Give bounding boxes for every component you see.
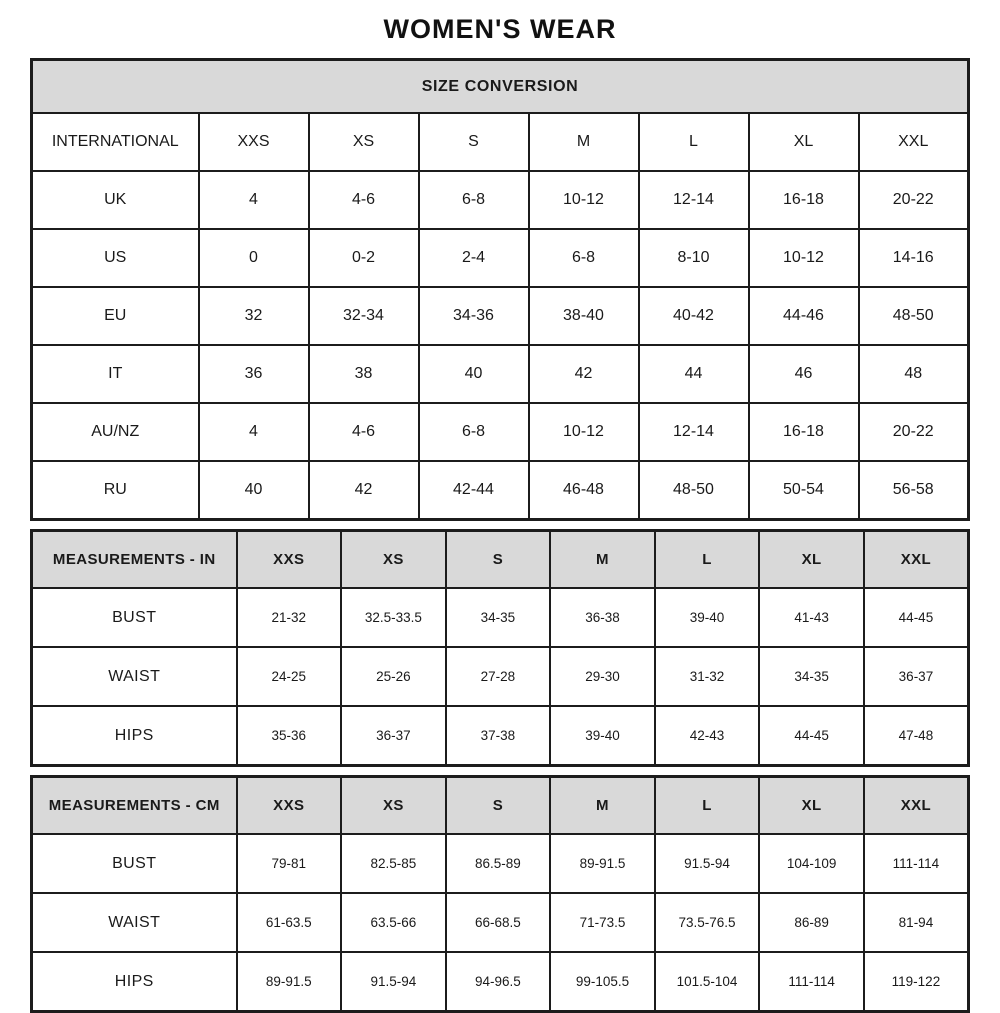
cell: 101.5-104 [655, 952, 760, 1012]
table-row [32, 706, 969, 766]
cell: 25-26 [341, 647, 446, 706]
cell: 34-36 [419, 287, 529, 345]
cell: 48-50 [639, 461, 749, 520]
cell: 36-37 [341, 706, 446, 766]
table-row [32, 952, 969, 1012]
column-header: S [446, 777, 551, 835]
cell: 86.5-89 [446, 834, 551, 893]
header-label: MEASUREMENTS - IN [32, 531, 237, 589]
cell: 63.5-66 [341, 893, 446, 952]
cell: 86-89 [759, 893, 864, 952]
cell: 38 [309, 345, 419, 403]
table-row [32, 345, 969, 403]
cell: 20-22 [859, 171, 969, 229]
cell: 36-38 [550, 588, 655, 647]
table-row [32, 113, 969, 171]
column-header: XS [309, 113, 419, 171]
row-label: UK [32, 171, 199, 229]
cell: 14-16 [859, 229, 969, 287]
cell: 4 [199, 171, 309, 229]
cell: 42-44 [419, 461, 529, 520]
cell: 20-22 [859, 403, 969, 461]
column-header: XXS [199, 113, 309, 171]
cell: 89-91.5 [550, 834, 655, 893]
measurements-cm-table [30, 775, 970, 1013]
row-label: AU/NZ [32, 403, 199, 461]
table-row [32, 531, 969, 589]
table-row [32, 647, 969, 706]
cell: 111-114 [759, 952, 864, 1012]
cell: 6-8 [419, 171, 529, 229]
column-header: XXS [237, 531, 342, 589]
cell: 4 [199, 403, 309, 461]
table-banner: SIZE CONVERSION [32, 60, 969, 114]
column-header: M [529, 113, 639, 171]
row-label: WAIST [32, 893, 237, 952]
table-row [32, 287, 969, 345]
header-label: MEASUREMENTS - CM [32, 777, 237, 835]
table-row [32, 834, 969, 893]
row-label: HIPS [32, 706, 237, 766]
cell: 31-32 [655, 647, 760, 706]
cell: 104-109 [759, 834, 864, 893]
page-title: WOMEN'S WEAR [383, 14, 617, 44]
cell: 16-18 [749, 403, 859, 461]
cell: 8-10 [639, 229, 749, 287]
cell: 41-43 [759, 588, 864, 647]
cell: 119-122 [864, 952, 969, 1012]
cell: 91.5-94 [655, 834, 760, 893]
size-conversion-table [30, 58, 970, 521]
table-row [32, 171, 969, 229]
table-row [32, 588, 969, 647]
cell: 73.5-76.5 [655, 893, 760, 952]
cell: 61-63.5 [237, 893, 342, 952]
cell: 111-114 [864, 834, 969, 893]
row-label: RU [32, 461, 199, 520]
cell: 46-48 [529, 461, 639, 520]
cell: 36-37 [864, 647, 969, 706]
table-row [32, 777, 969, 835]
cell: 44-45 [864, 588, 969, 647]
cell: 50-54 [749, 461, 859, 520]
size-chart-page [30, 0, 970, 1013]
cell: 40 [419, 345, 529, 403]
cell: 4-6 [309, 171, 419, 229]
cell: 4-6 [309, 403, 419, 461]
cell: 24-25 [237, 647, 342, 706]
cell: 91.5-94 [341, 952, 446, 1012]
table-banner-row [32, 60, 969, 114]
cell: 47-48 [864, 706, 969, 766]
row-label: HIPS [32, 952, 237, 1012]
cell: 32 [199, 287, 309, 345]
measurements-in-table [30, 529, 970, 767]
cell: 48-50 [859, 287, 969, 345]
cell: 44 [639, 345, 749, 403]
cell: 71-73.5 [550, 893, 655, 952]
cell: 56-58 [859, 461, 969, 520]
column-header: L [639, 113, 749, 171]
column-header: XXL [864, 777, 969, 835]
cell: 6-8 [529, 229, 639, 287]
cell: 34-35 [759, 647, 864, 706]
cell: 89-91.5 [237, 952, 342, 1012]
cell: 32.5-33.5 [341, 588, 446, 647]
column-header: S [446, 531, 551, 589]
cell: 6-8 [419, 403, 529, 461]
column-header: L [655, 777, 760, 835]
table-row [32, 893, 969, 952]
cell: 37-38 [446, 706, 551, 766]
column-header: XS [341, 777, 446, 835]
cell: 27-28 [446, 647, 551, 706]
column-header: XL [759, 777, 864, 835]
cell: 81-94 [864, 893, 969, 952]
column-header: L [655, 531, 760, 589]
cell: 42-43 [655, 706, 760, 766]
cell: 39-40 [550, 706, 655, 766]
cell: 40 [199, 461, 309, 520]
row-label: BUST [32, 834, 237, 893]
column-header: XL [759, 531, 864, 589]
column-header: M [550, 777, 655, 835]
cell: 34-35 [446, 588, 551, 647]
cell: 0 [199, 229, 309, 287]
cell: 94-96.5 [446, 952, 551, 1012]
cell: 66-68.5 [446, 893, 551, 952]
table-row [32, 229, 969, 287]
row-label: BUST [32, 588, 237, 647]
cell: 48 [859, 345, 969, 403]
row-label: US [32, 229, 199, 287]
cell: 10-12 [749, 229, 859, 287]
cell: 38-40 [529, 287, 639, 345]
cell: 36 [199, 345, 309, 403]
cell: 44-45 [759, 706, 864, 766]
header-label: INTERNATIONAL [32, 113, 199, 171]
cell: 12-14 [639, 403, 749, 461]
row-label: WAIST [32, 647, 237, 706]
cell: 10-12 [529, 403, 639, 461]
cell: 46 [749, 345, 859, 403]
cell: 42 [309, 461, 419, 520]
cell: 42 [529, 345, 639, 403]
cell: 82.5-85 [341, 834, 446, 893]
column-header: XXS [237, 777, 342, 835]
cell: 0-2 [309, 229, 419, 287]
cell: 21-32 [237, 588, 342, 647]
table-row [32, 461, 969, 520]
cell: 2-4 [419, 229, 529, 287]
cell: 44-46 [749, 287, 859, 345]
column-header: XXL [864, 531, 969, 589]
row-label: EU [32, 287, 199, 345]
cell: 32-34 [309, 287, 419, 345]
cell: 16-18 [749, 171, 859, 229]
column-header: XS [341, 531, 446, 589]
column-header: S [419, 113, 529, 171]
cell: 12-14 [639, 171, 749, 229]
cell: 79-81 [237, 834, 342, 893]
cell: 10-12 [529, 171, 639, 229]
cell: 29-30 [550, 647, 655, 706]
column-header: M [550, 531, 655, 589]
cell: 40-42 [639, 287, 749, 345]
cell: 35-36 [237, 706, 342, 766]
column-header: XL [749, 113, 859, 171]
cell: 39-40 [655, 588, 760, 647]
row-label: IT [32, 345, 199, 403]
column-header: XXL [859, 113, 969, 171]
cell: 99-105.5 [550, 952, 655, 1012]
table-row [32, 403, 969, 461]
